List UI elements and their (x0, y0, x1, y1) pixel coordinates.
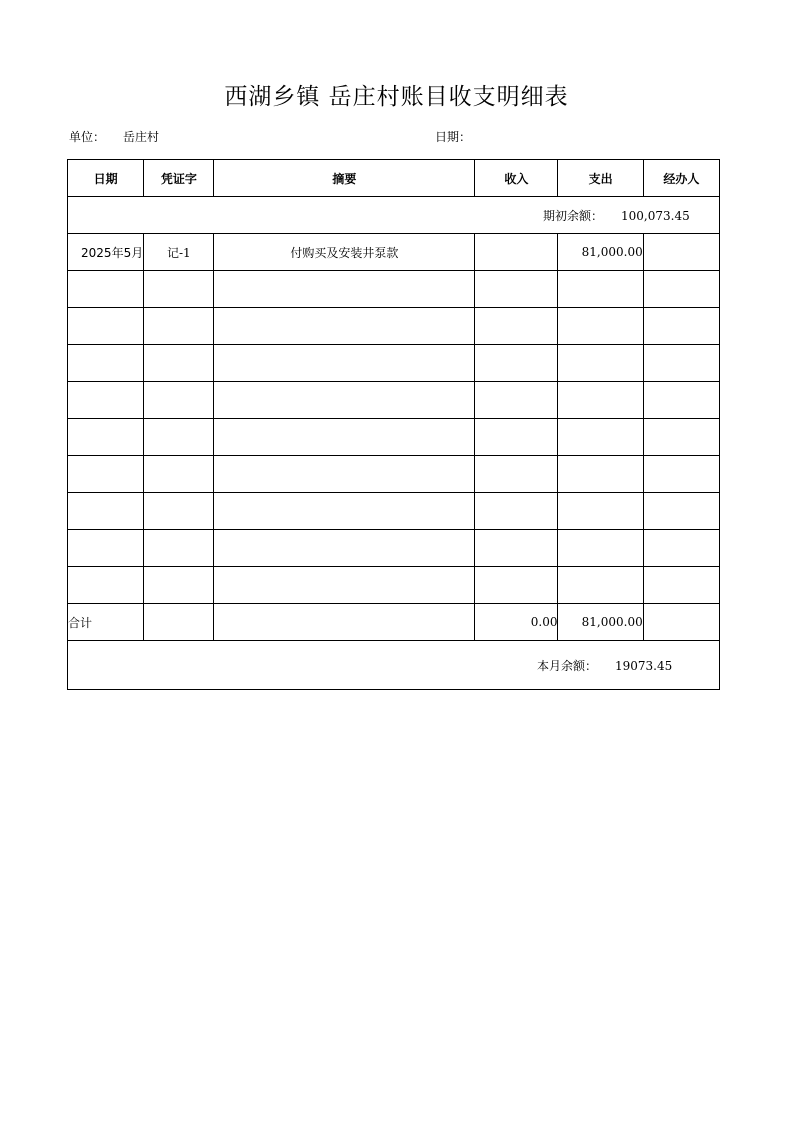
entry-date (68, 419, 144, 456)
total-income: 0.00 (475, 604, 558, 641)
entry-handler (643, 567, 719, 604)
unit-info (69, 128, 159, 145)
entry-voucher (144, 308, 214, 345)
entry-handler (643, 530, 719, 567)
entry-expense (558, 308, 643, 345)
entry-handler (643, 234, 719, 271)
entry-income (475, 345, 558, 382)
total-handler-cell (643, 604, 719, 641)
table-row (68, 419, 720, 456)
entry-handler (643, 382, 719, 419)
entry-date: 2025年5月 (68, 234, 144, 271)
entry-expense (558, 345, 643, 382)
entry-handler (643, 493, 719, 530)
entry-voucher: 记-1 (144, 234, 214, 271)
entry-voucher (144, 567, 214, 604)
table-row (68, 456, 720, 493)
entry-summary (214, 530, 475, 567)
entry-date (68, 382, 144, 419)
total-voucher-cell (144, 604, 214, 641)
header-date: 日期 (68, 160, 144, 197)
entry-income (475, 530, 558, 567)
opening-balance-label: 期初余额： (542, 208, 603, 223)
opening-balance-value: 100,073.45 (621, 208, 690, 223)
entry-voucher (144, 382, 214, 419)
entry-date (68, 493, 144, 530)
entry-date (68, 456, 144, 493)
date-info (435, 128, 471, 145)
ledger-table (67, 159, 720, 690)
entry-summary: 付购买及安装井泵款 (214, 234, 475, 271)
entry-voucher (144, 456, 214, 493)
entry-income (475, 567, 558, 604)
entry-summary (214, 345, 475, 382)
entry-date (68, 567, 144, 604)
entry-expense (558, 530, 643, 567)
entry-voucher (144, 530, 214, 567)
closing-balance-label: 本月余额： (536, 658, 597, 673)
entry-handler (643, 345, 719, 382)
table-header-row (68, 160, 720, 197)
unit-label: 单位： (69, 130, 106, 144)
unit-value: 岳庄村 (123, 130, 160, 144)
entry-summary (214, 493, 475, 530)
entry-date (68, 530, 144, 567)
entry-summary (214, 382, 475, 419)
opening-balance-row (68, 197, 720, 234)
table-row (68, 345, 720, 382)
header-expense: 支出 (558, 160, 643, 197)
entry-voucher (144, 493, 214, 530)
entry-voucher (144, 271, 214, 308)
table-row (68, 234, 720, 271)
table-row (68, 308, 720, 345)
entry-expense (558, 493, 643, 530)
entry-summary (214, 419, 475, 456)
entry-income (475, 493, 558, 530)
entry-date (68, 345, 144, 382)
entry-income (475, 456, 558, 493)
entry-voucher (144, 345, 214, 382)
total-expense: 81,000.00 (558, 604, 643, 641)
entry-expense (558, 456, 643, 493)
header-voucher: 凭证字 (144, 160, 214, 197)
total-summary-cell (214, 604, 475, 641)
entry-voucher (144, 419, 214, 456)
entry-date (68, 271, 144, 308)
entry-summary (214, 308, 475, 345)
closing-balance-row (68, 641, 720, 690)
entry-handler (643, 456, 719, 493)
entry-date (68, 308, 144, 345)
entry-expense (558, 382, 643, 419)
entry-income (475, 382, 558, 419)
entry-summary (214, 456, 475, 493)
total-label: 合计 (68, 604, 144, 641)
table-row (68, 271, 720, 308)
entry-expense: 81,000.00 (558, 234, 643, 271)
entry-income (475, 308, 558, 345)
header-summary: 摘要 (214, 160, 475, 197)
entry-summary (214, 567, 475, 604)
total-row (68, 604, 720, 641)
entry-summary (214, 271, 475, 308)
entry-handler (643, 308, 719, 345)
table-row (68, 493, 720, 530)
table-row (68, 382, 720, 419)
table-row (68, 567, 720, 604)
entry-expense (558, 567, 643, 604)
header-handler: 经办人 (643, 160, 719, 197)
entry-expense (558, 271, 643, 308)
table-row (68, 530, 720, 567)
date-label: 日期： (435, 130, 472, 144)
header-income: 收入 (475, 160, 558, 197)
opening-balance-cell (68, 197, 720, 234)
closing-balance-cell (68, 641, 720, 690)
entry-handler (643, 271, 719, 308)
entry-income (475, 271, 558, 308)
entry-income (475, 419, 558, 456)
entry-income (475, 234, 558, 271)
entry-expense (558, 419, 643, 456)
entry-handler (643, 419, 719, 456)
page-title: 西湖乡镇 岳庄村账目收支明细表 (224, 84, 569, 110)
closing-balance-value: 19073.45 (615, 658, 673, 673)
